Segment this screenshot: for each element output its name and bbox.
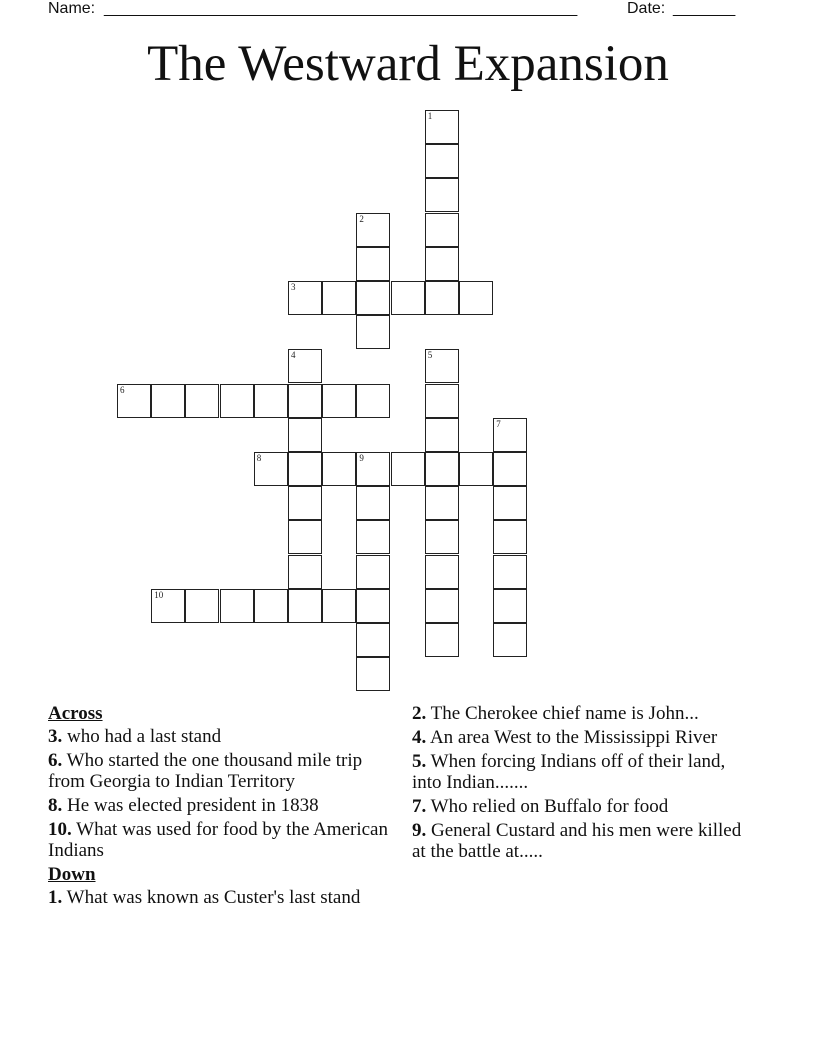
cell-number: 10 — [154, 589, 164, 600]
crossword-cell[interactable] — [254, 589, 288, 623]
cell-number: 1 — [427, 111, 433, 121]
crossword-cell[interactable] — [425, 281, 459, 315]
crossword-cell[interactable] — [288, 520, 322, 554]
page-title: The Westward Expansion — [147, 36, 669, 92]
crossword-cell[interactable] — [459, 281, 493, 315]
crossword-cell[interactable] — [356, 589, 390, 623]
crossword-cell[interactable] — [356, 657, 390, 691]
crossword-cell[interactable] — [356, 315, 390, 349]
crossword-cell[interactable] — [288, 281, 322, 315]
clue-across-6 — [48, 750, 388, 792]
crossword-cell[interactable] — [459, 452, 493, 486]
crossword-cell[interactable] — [185, 589, 219, 623]
clue-down-1 — [48, 887, 388, 908]
crossword-cell[interactable] — [288, 349, 322, 383]
clue-number: 1. — [48, 887, 63, 908]
clue-down-4 — [412, 727, 752, 748]
crossword-cell[interactable] — [425, 384, 459, 418]
crossword-cell[interactable] — [425, 213, 459, 247]
crossword-cell[interactable] — [425, 520, 459, 554]
crossword-cell[interactable] — [322, 384, 356, 418]
crossword-cell[interactable] — [356, 555, 390, 589]
crossword-cell[interactable] — [356, 384, 390, 418]
crossword-cell[interactable] — [425, 486, 459, 520]
clue-text: The Cherokee chief name is John... — [430, 703, 699, 724]
crossword-cell[interactable] — [356, 623, 390, 657]
crossword-cell[interactable] — [288, 418, 322, 452]
crossword-cell[interactable] — [425, 178, 459, 212]
clues-right-column — [412, 703, 752, 865]
crossword-cell[interactable] — [425, 349, 459, 383]
crossword-cell[interactable] — [493, 452, 527, 486]
crossword-cell[interactable] — [493, 486, 527, 520]
clue-number: 9. — [412, 820, 427, 841]
crossword-cell[interactable] — [288, 384, 322, 418]
date-label: Date: — [627, 0, 666, 17]
crossword-cell[interactable] — [391, 452, 425, 486]
clue-across-10 — [48, 819, 388, 861]
crossword-cell[interactable] — [425, 555, 459, 589]
clue-text: Who relied on Buffalo for food — [430, 796, 669, 817]
crossword-cell[interactable] — [322, 452, 356, 486]
crossword-cell[interactable] — [493, 589, 527, 623]
clue-text: What was used for food by the American Indians — [48, 819, 388, 861]
clue-number: 5. — [412, 751, 427, 772]
clue-number: 4. — [412, 727, 427, 748]
clue-down-7 — [412, 796, 752, 817]
crossword-cell[interactable] — [185, 384, 219, 418]
cell-number: 8 — [256, 453, 262, 463]
crossword-cell[interactable] — [288, 589, 322, 623]
crossword-cell[interactable] — [220, 384, 254, 418]
clue-text: General Custard and his men were killed at the battle at..... — [412, 820, 742, 862]
clue-number: 7. — [412, 796, 427, 817]
name-field[interactable]: _______________________________________________________ — [104, 0, 577, 17]
date-field[interactable]: _______ — [673, 0, 736, 17]
clue-text: who had a last stand — [67, 726, 222, 747]
crossword-cell[interactable] — [425, 452, 459, 486]
clue-text: Who started the one thousand mile trip from Georgia to Indian Territory — [48, 750, 363, 792]
crossword-cell[interactable] — [425, 589, 459, 623]
crossword-cell[interactable] — [425, 623, 459, 657]
crossword-cell[interactable] — [356, 213, 390, 247]
cell-number: 4 — [291, 350, 296, 361]
crossword-cell[interactable] — [117, 384, 151, 418]
cell-number: 5 — [427, 350, 433, 361]
clue-down-9 — [412, 820, 752, 862]
crossword-cell[interactable] — [493, 555, 527, 589]
crossword-cell[interactable] — [425, 418, 459, 452]
down-heading: Down — [48, 864, 96, 885]
cell-number: 2 — [359, 213, 364, 224]
clue-number: 10. — [48, 819, 72, 840]
cell-number: 6 — [120, 384, 125, 395]
crossword-cell[interactable] — [356, 247, 390, 281]
crossword-cell[interactable] — [425, 144, 459, 178]
crossword-cell[interactable] — [254, 384, 288, 418]
crossword-cell[interactable] — [254, 452, 288, 486]
clue-number: 6. — [48, 750, 63, 771]
crossword-cell[interactable] — [151, 589, 185, 623]
name-label: Name: — [48, 0, 96, 17]
clue-down-2 — [412, 703, 752, 724]
crossword-cell[interactable] — [425, 247, 459, 281]
crossword-cell[interactable] — [151, 384, 185, 418]
crossword-cell[interactable] — [493, 623, 527, 657]
crossword-cell[interactable] — [288, 486, 322, 520]
crossword-cell[interactable] — [322, 281, 356, 315]
clue-text: He was elected president in 1838 — [67, 795, 319, 816]
crossword-cell[interactable] — [493, 520, 527, 554]
clue-down-5 — [412, 751, 752, 793]
crossword-cell[interactable] — [425, 110, 459, 144]
crossword-cell[interactable] — [391, 281, 425, 315]
crossword-cell[interactable] — [288, 452, 322, 486]
crossword-cell[interactable] — [493, 418, 527, 452]
crossword-cell[interactable] — [356, 281, 390, 315]
clue-text: An area West to the Mississippi River — [429, 727, 718, 748]
clue-number: 8. — [48, 795, 63, 816]
clue-text: What was known as Custer's last stand — [66, 887, 361, 908]
crossword-cell[interactable] — [288, 555, 322, 589]
cell-number: 3 — [291, 282, 296, 292]
clues-left-column — [48, 703, 388, 911]
clue-across-3 — [48, 726, 388, 747]
crossword-cell[interactable] — [356, 486, 390, 520]
clue-number: 2. — [412, 703, 427, 724]
crossword-cell[interactable] — [322, 589, 356, 623]
clue-across-8 — [48, 795, 388, 816]
cell-number: 7 — [496, 418, 501, 429]
clue-text: When forcing Indians off of their land, into Indian....... — [412, 751, 726, 793]
crossword-cell[interactable] — [356, 452, 390, 486]
across-heading: Across — [48, 703, 103, 724]
crossword-cell[interactable] — [356, 520, 390, 554]
clue-number: 3. — [48, 726, 63, 747]
crossword-cell[interactable] — [220, 589, 254, 623]
cell-number: 9 — [359, 453, 364, 463]
